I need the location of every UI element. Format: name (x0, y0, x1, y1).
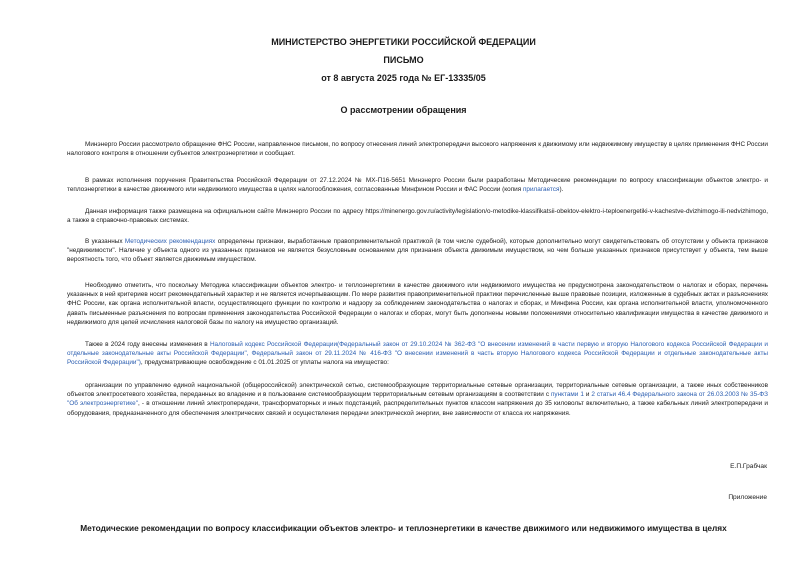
p2-text-a: В рамках исполнения поручения Правительства Российской Федерации от 27.12.2024 № МХ-П16-5651 Минэнерго России были разработаны Методические рекомендации по вопросу классификации объектов электро- и теплоэнергетики в качестве движимого или недвижимого имущества в целях налогообложения, согласованные Минфином России и ФАС России (копия (67, 177, 768, 194)
doc-date-number: от 8 августа 2025 года № ЕГ-13335/05 (321, 73, 486, 83)
attachment-label: Приложение (728, 494, 767, 501)
paragraph-4 (67, 237, 768, 265)
p4-text-a: В указанных (85, 238, 125, 245)
paragraph-1: Минэнерго России рассмотрело обращение ФНС России, направленное письмом, по вопросу отнесения линий электропередачи высокого напряжения к движимому или недвижимому имуществу в целях применения ФНС России налогового контроля в отношении субъектов электроэнергетики и сообщает. (67, 141, 768, 158)
attachment-link[interactable]: прилагается (522, 186, 560, 194)
doc-type: ПИСЬМО (383, 55, 424, 65)
p7-text-a: организации по управлению единой национальной (общероссийской) электрической сетью, системообразующие территориальные сетевые организации, территориальные сетевые организации, а также иных собственников объектов электросетевого хозяйства, переданных во владение и в пользование системообразующим территориальным сетевым организациям в соответствии с (67, 382, 768, 399)
paragraph-7 (67, 381, 768, 418)
p6-text-a: Также в 2024 году внесены изменения в (85, 341, 210, 348)
p7-text-b: , - в отношении линий электропередачи, трансформаторных и иных подстанций, распределительных пунктов классом напряжения до 35 киловольт включительно, а также кабельных линий электропередачи и оборудования, предназначенного для обеспечения электрических связей и осуществления передачи электрической энергии, вне зависимости от класса их напряжения. (67, 400, 768, 417)
points-link[interactable]: пунктами 1 (550, 391, 584, 399)
tax-code-link[interactable]: Налоговый кодекс Российской Федерации (209, 341, 338, 348)
paragraph-6 (67, 340, 768, 368)
electro-law-link[interactable]: 2 статьи 46.4 Федерального закона от 26.03.2003 № 35-ФЗ "Об электроэнергетике" (67, 391, 768, 408)
federal-laws-link[interactable]: (Федеральный закон от 29.10.2024 № 362-ФЗ "О внесении изменений в части первую и вторую Налогового кодекса Российской Федерации и отдельные законодательные акты Российской Федерации", Федеральный закон от 29.11.2024 № 416-ФЗ "О внесении изменений в часть вторую Налогового кодекса Российской Федерации и отдельные законодательные акты Российской Федерации") (67, 341, 768, 367)
paragraph-5: Необходимо отметить, что поскольку Методика классификации объектов электро- и теплоэнергетики в качестве движимого или недвижимого имущества не предусмотрена законодательством о налогах и сборах, перечень указанных в ней критериев носит рекомендательный характер и не является исчерпывающим. По мере развития правоприменительной практики перечисленные выше правовые позиции, изложенные в судебных актах и разъяснениях ФНС России, как органа исполнительной власти, осуществляющего функции по контролю и надзору за соблюдением законодательства о налогах и сборах, и Минфина России, как органа исполнительной власти, уполномоченного давать письменные разъяснения по вопросам применения законодательства Российской Федерации о налогах и сборах, могут быть дополнены новыми положениями относительно квалификации имущества в качестве движимого и недвижимого для целей исчисления налоговой базы по налогу на имущество организаций. (67, 282, 768, 326)
subject-title: О рассмотрении обращения (340, 105, 467, 115)
signature: Е.П.Грабчак (730, 463, 767, 470)
paragraph-2 (67, 176, 768, 194)
p6-text-b: , предусматривающие освобождение с 01.01.2025 от уплаты налога на имущество: (140, 359, 389, 367)
p4-text-b: определены признаки, выработанные правоприменительной практикой (в том числе судебной), которые дополнительно могут свидетельствовать об отсутствии у объекта признаков "недвижимости". Наличие у объекта одного из указанных признаков не является безусловным основанием для признания объекта движимым имуществом, но чем больше указанных признаков присутствует у объекта, тем выше вероятность того, что объект является движимым имуществом. (67, 238, 768, 264)
p7-text-c: и (583, 391, 592, 399)
appendix-title: Методические рекомендации по вопросу классификации объектов электро- и теплоэнергетики в качестве движимого или недвижимого имущества в целях (80, 523, 727, 533)
p2-text-b: ). (559, 186, 564, 194)
methodology-link[interactable]: Методических рекомендациях (124, 238, 216, 245)
ministry-title: МИНИСТЕРСТВО ЭНЕРГЕТИКИ РОССИЙСКОЙ ФЕДЕРАЦИИ (271, 37, 536, 47)
paragraph-3: Данная информация также размещена на официальном сайте Минэнерго России по адресу https://minenergo.gov.ru/activity/legislation/o-metodike-klassifikatsii-obektov-elektro-i-teploenergetiki-v-kachestve-dvizhimogo-ili-nedvizhimogo, а также в справочно-правовых системах. (67, 208, 768, 225)
